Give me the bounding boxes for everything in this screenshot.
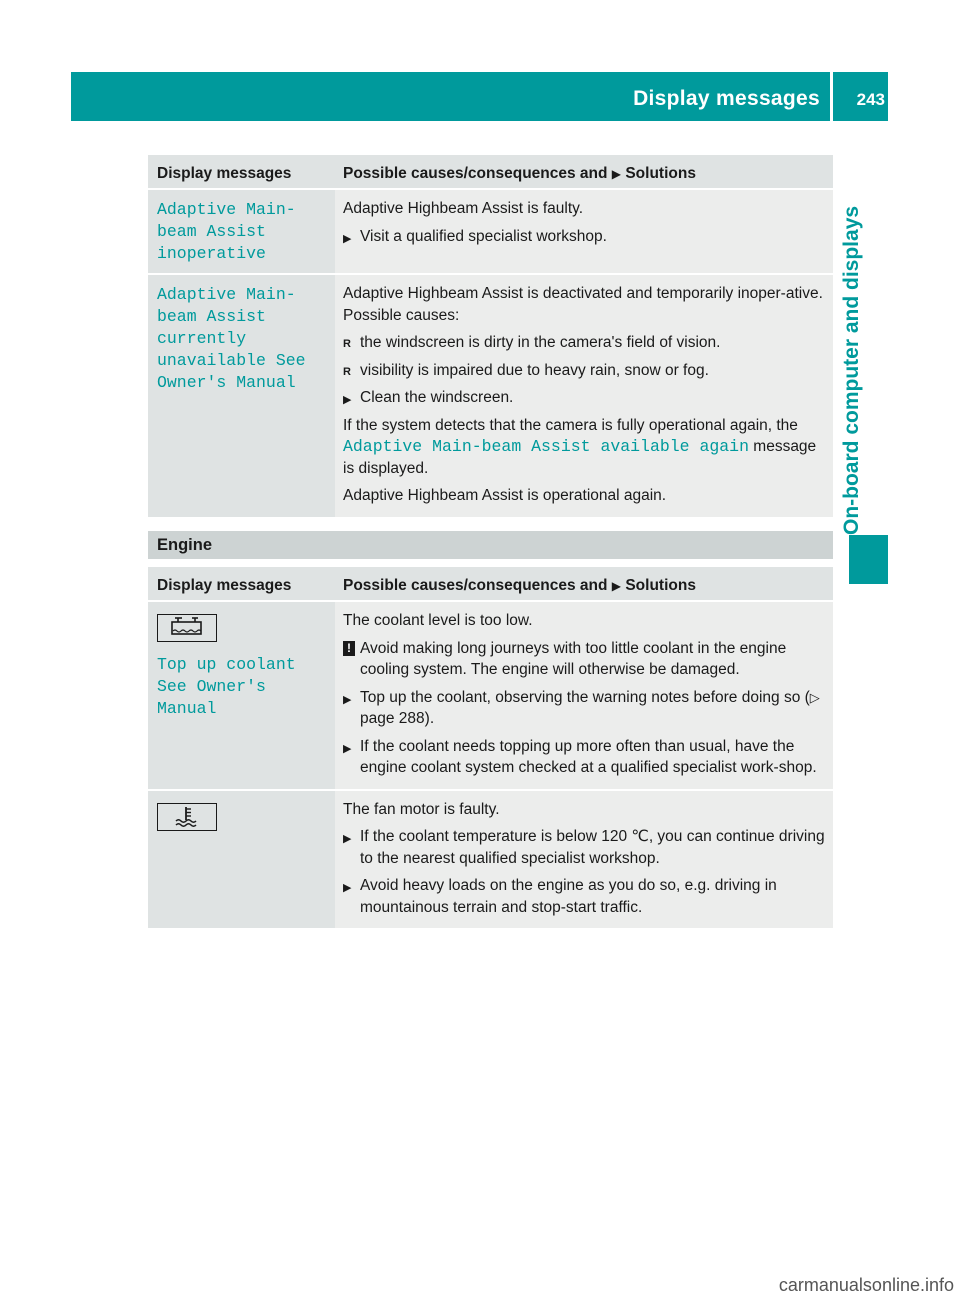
message-description: Adaptive Highbeam Assist is deactivated and temporarily inoper-ative. Possible causes: R the windscreen is dirty in the camera's field of vision. R visibility is impaired due to heavy rain, snow or fog. ▶ Clean the windscreen. If the system detects that the camera is fully operational again, the Adaptive Main-beam Assist available again message is displayed. Adaptive Highbeam Assist is operational again. [335,275,833,517]
arrow-icon: ▶ [343,693,352,706]
status-paragraph: If the system detects that the camera is fully operational again, the Adaptive Main-beam Assist available again message is displayed. [343,416,817,477]
display-message-cell [148,791,335,929]
action-step: ▶ If the coolant needs topping up more often than usual, have the engine coolant system checked at a qualified specialist work-shop. [343,737,817,776]
arrow-icon: ▶ [611,579,622,593]
cause-bullet: R visibility is impaired due to heavy rain, snow or fog. [343,360,827,382]
bullet-icon: R [343,338,351,350]
cause-bullet: R the windscreen is dirty in the camera's field of vision. [343,332,827,354]
display-message: Adaptive Main-beam Assist currently unavailable See Owner's Manual [148,275,335,517]
action-step: ▶ Visit a qualified specialist workshop. [343,226,827,248]
watermark: carmanualsonline.info [778,1275,954,1295]
warning-icon: ! [343,641,355,656]
table-row [148,275,833,517]
table-row [148,602,833,789]
message-description: The coolant level is too low. ! Avoid making long journeys with too little coolant in the engine cooling system. The engine will otherwise be damaged. ▶ Top up the coolant, observing the warning notes before doing so (▷ page 288). ▶ If the coolant needs topping up more often than usual, have the engine coolant system checked at a qualified specialist work-shop. [335,602,833,789]
page-header [71,72,888,121]
warning-note: ! Avoid making long journeys with too little coolant in the engine cooling system. The engine will otherwise be damaged. [343,638,827,681]
arrow-icon: ▶ [343,742,352,755]
header-divider [830,72,833,121]
page-reference[interactable]: page 288 [360,710,425,727]
page-number: 243 [856,90,885,109]
table-row [148,190,833,273]
arrow-icon: ▶ [343,882,352,894]
page-title: Display messages [633,87,820,110]
page-ref-icon: ▷ [809,689,820,705]
column-header-causes: Possible causes/consequences and ▶ Solutions [335,155,833,188]
action-step: ▶ Top up the coolant, observing the warning notes before doing so (▷ page 288). [343,688,820,727]
chapter-tab-label: On-board computer and displays [840,205,863,535]
arrow-icon: ▶ [611,167,622,181]
display-message: Top up coolant See Owner's Manual [157,655,296,718]
bullet-icon: R [343,365,351,378]
message-description: Adaptive Highbeam Assist is faulty. ▶ Visit a qualified specialist workshop. [335,190,833,273]
column-header-display-messages: Display messages [148,567,335,600]
arrow-icon: ▶ [343,833,352,845]
action-step: ▶ If the coolant temperature is below 120 ℃, you can continue driving to the nearest qualified specialist workshop. [343,828,825,867]
action-step: ▶ Avoid heavy loads on the engine as you do so, e.g. driving in mountainous terrain and stop-start traffic. [343,877,777,916]
engine-messages-table [148,565,833,930]
chapter-tab-marker [849,535,888,584]
section-title: Engine [157,536,213,554]
display-message-cell [148,602,335,789]
table-row [148,791,833,929]
table-header-row [148,155,833,188]
adaptive-highbeam-table [148,153,833,519]
arrow-icon: ▶ [343,394,352,406]
table-header-row [148,567,833,600]
column-header-causes: Possible causes/consequences and ▶ Solutions [335,567,833,600]
coolant-level-icon [157,614,217,642]
arrow-icon: ▶ [343,232,352,245]
inline-display-message: Adaptive Main-beam Assist available again [343,437,749,456]
action-step: ▶ Clean the windscreen. [343,387,827,409]
section-header-engine [148,531,833,559]
column-header-display-messages: Display messages [148,155,335,188]
message-description: The fan motor is faulty. ▶ If the coolant temperature is below 120 ℃, you can continue driving to the nearest qualified specialist workshop. ▶ Avoid heavy loads on the engine as you do so, e.g. driving in mountainous terrain and stop-start traffic. [335,791,833,929]
display-message: Adaptive Main-beam Assist inoperative [148,190,335,273]
coolant-temperature-icon [157,803,217,831]
